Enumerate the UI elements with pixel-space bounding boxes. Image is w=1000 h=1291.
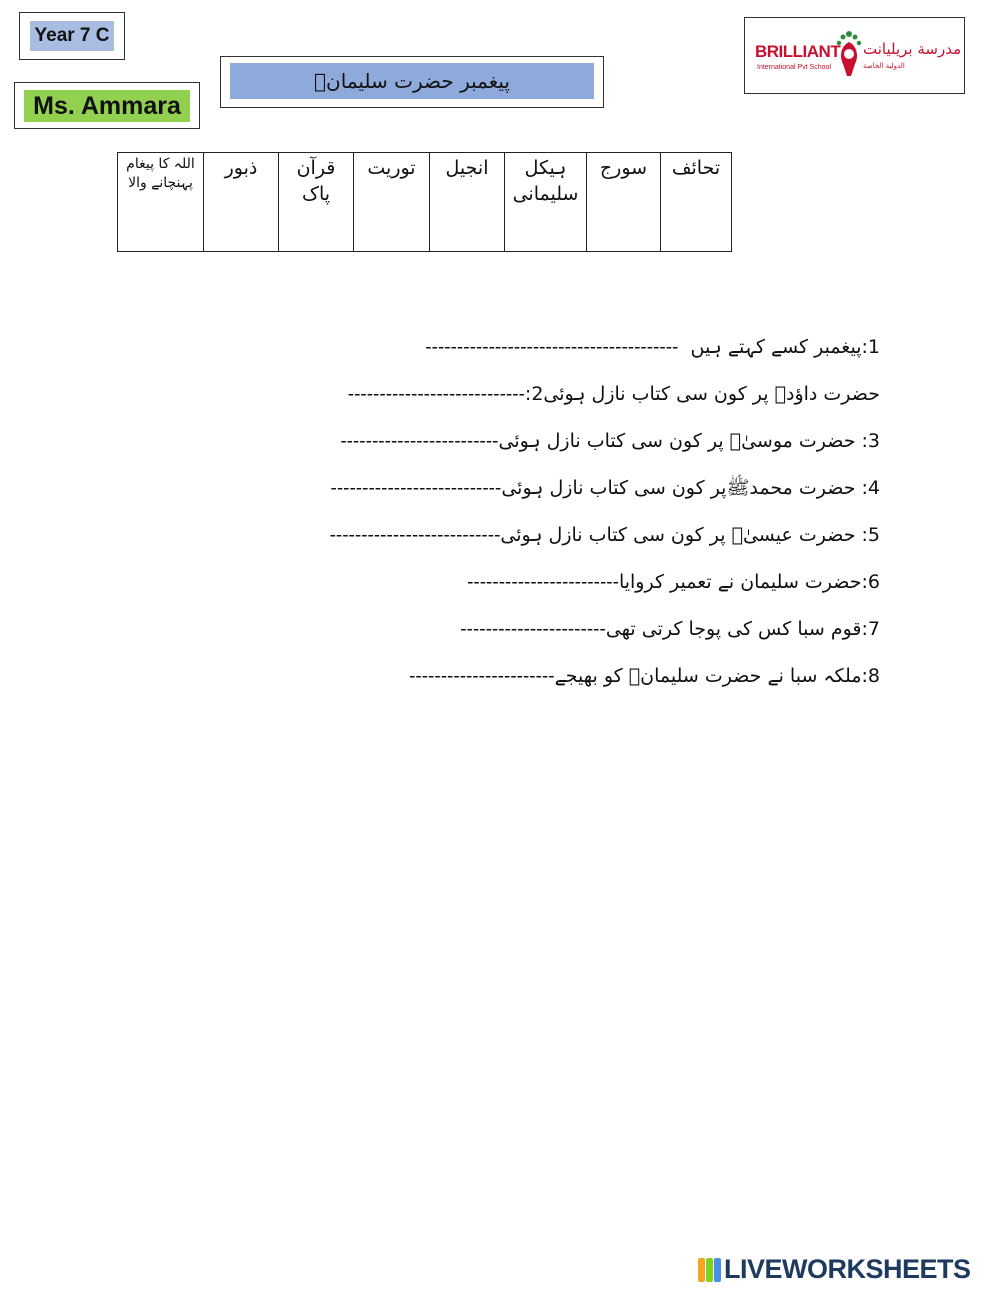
title-box bbox=[220, 56, 604, 108]
word-bank-cell: اللہ کا پیغام پہنچانے والا bbox=[118, 153, 204, 252]
class-box bbox=[19, 12, 125, 60]
question-text: حضرت داؤدؑ پر کون سی کتاب نازل ہوئی2: bbox=[524, 383, 880, 405]
answer-blank[interactable]: ----------------------- bbox=[409, 666, 555, 687]
word-bank-cell: ہیکل سلیمانی bbox=[505, 153, 587, 252]
question-text: 3: حضرت موسیٰؑ پر کون سی کتاب نازل ہوئی bbox=[498, 430, 880, 452]
logo-name-ur: مدرسة بريليانت bbox=[863, 40, 962, 58]
logo-subtitle-en: International Pvt School bbox=[757, 64, 831, 71]
question-text: 7:قوم سبا کس کی پوجا کرتی تھی bbox=[605, 618, 880, 640]
answer-blank[interactable]: ------------------------- bbox=[340, 431, 499, 452]
question-text: 5: حضرت عیسیٰؑ پر کون سی کتاب نازل ہوئی bbox=[500, 524, 880, 546]
answer-blank[interactable]: ---------------------------- bbox=[347, 384, 525, 405]
question-item bbox=[160, 516, 880, 563]
liveworksheets-icon bbox=[698, 1258, 722, 1282]
answer-blank[interactable]: ----------------------- bbox=[460, 619, 606, 640]
question-text: 1:پیغمبر کسے کہتے ہیں bbox=[690, 336, 880, 358]
question-item bbox=[160, 563, 880, 610]
word-bank-cell: تحائف bbox=[661, 153, 732, 252]
question-item bbox=[160, 375, 880, 422]
question-item bbox=[160, 469, 880, 516]
class-label: Year 7 C bbox=[30, 21, 114, 51]
question-item bbox=[160, 328, 880, 375]
teacher-label: Ms. Ammara bbox=[24, 90, 190, 122]
word-bank-cell: قرآن پاک bbox=[279, 153, 354, 252]
word-bank-cell: سورج bbox=[587, 153, 661, 252]
teacher-box bbox=[14, 82, 200, 129]
answer-blank[interactable]: --------------------------- bbox=[330, 478, 502, 499]
question-item bbox=[160, 422, 880, 469]
answer-blank[interactable]: --------------------------- bbox=[329, 525, 501, 546]
question-item bbox=[160, 610, 880, 657]
logo-subtitle-ur: الدولية الخاصة bbox=[863, 62, 905, 70]
liveworksheets-brand: LIVEWORKSHEETS bbox=[724, 1254, 971, 1284]
logo-name-en: BRILLIANT bbox=[755, 42, 841, 61]
word-bank-cell: انجیل bbox=[430, 153, 505, 252]
question-item bbox=[160, 657, 880, 704]
word-bank-table bbox=[117, 152, 732, 252]
school-logo bbox=[744, 17, 965, 94]
question-text: 8:ملکہ سبا نے حضرت سلیمانؑ کو بھیجے bbox=[554, 665, 880, 687]
question-list bbox=[160, 328, 880, 704]
word-bank-cell: توریت bbox=[354, 153, 430, 252]
question-text: 4: حضرت محمدﷺپر کون سی کتاب نازل ہوئی bbox=[501, 477, 880, 499]
answer-blank[interactable]: ---------------------------------------- bbox=[425, 337, 679, 358]
word-bank-cell: ذبور bbox=[204, 153, 279, 252]
answer-blank[interactable]: ------------------------ bbox=[467, 572, 619, 593]
page-title: پیغمبر حضرت سلیمانؑ bbox=[230, 63, 594, 99]
word-bank-row bbox=[118, 153, 732, 252]
question-text: 6:حضرت سلیمان نے تعمیر کروایا bbox=[618, 571, 880, 593]
